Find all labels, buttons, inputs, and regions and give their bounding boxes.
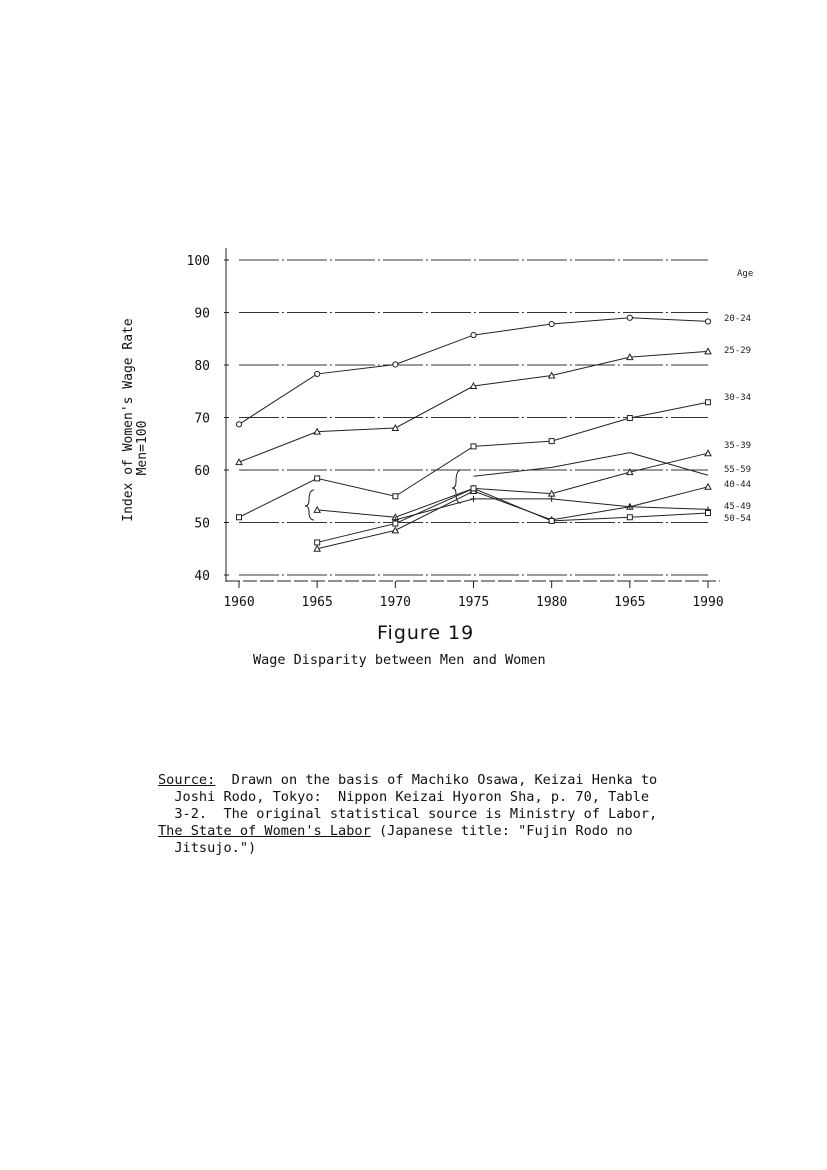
x-tick-label: 1975	[457, 595, 490, 610]
source-line-3: 3-2. The original statistical source is Ministry of Labor,	[158, 806, 658, 822]
age-labels	[724, 269, 753, 524]
series-35-39	[314, 450, 711, 520]
chart-axes	[224, 248, 720, 588]
data-point	[236, 422, 241, 427]
legend-title: Age	[737, 269, 754, 279]
x-tick-label: 1980	[536, 595, 568, 610]
figure-title: Figure 19	[377, 622, 475, 644]
series-40-44	[314, 484, 711, 551]
source-label: Source:	[158, 772, 216, 788]
x-tick-label: 1990	[692, 595, 724, 610]
series-label: 20-24	[724, 314, 752, 324]
series-label: 25-29	[724, 346, 752, 356]
source-book-title: The State of Women's Labor	[158, 823, 371, 839]
series-line	[317, 487, 708, 549]
source-line-2: Joshi Rodo, Tokyo: Nippon Keizai Hyoron Sha, p. 70, Table	[158, 789, 650, 805]
series-label: 55-59	[724, 465, 752, 475]
data-point	[705, 450, 711, 456]
data-point	[393, 521, 398, 526]
source-line-5: Jitsujo.")	[158, 840, 257, 856]
data-point	[627, 416, 632, 421]
data-point	[315, 371, 320, 376]
y-tick-labels	[187, 254, 210, 584]
bracket-1965	[305, 490, 314, 520]
data-point	[706, 400, 711, 405]
source-line-1: Drawn on the basis of Machiko Osawa, Keizai Henka to	[215, 772, 658, 788]
source-line-4: (Japanese title: "Fujin Rodo no	[370, 823, 633, 839]
y-axis-title: Index of Women's Wage Rate	[121, 318, 136, 522]
series-label: 45-49	[724, 502, 752, 512]
series-line	[474, 453, 709, 477]
y-tick-label: 50	[194, 516, 210, 532]
data-point	[393, 494, 398, 499]
data-point	[471, 486, 476, 491]
x-tick-label: 1970	[379, 595, 411, 610]
y-tick-label: 40	[194, 569, 210, 584]
y-axis-label	[121, 318, 150, 522]
data-point	[315, 540, 320, 545]
data-point	[471, 332, 476, 337]
series-label: 40-44	[724, 480, 752, 490]
chart-gridlines	[239, 260, 708, 575]
source-note	[158, 772, 798, 857]
data-point	[627, 515, 632, 520]
chart-series	[236, 315, 711, 551]
x-tick-labels	[223, 595, 723, 610]
y-tick-label: 90	[194, 306, 210, 322]
data-point	[392, 527, 398, 533]
data-point	[549, 439, 554, 444]
data-point	[706, 511, 711, 516]
data-point	[705, 484, 711, 490]
y-axis-subtitle: Men=100	[135, 420, 150, 476]
series-20-24	[236, 315, 710, 427]
y-tick-label: 100	[186, 254, 210, 269]
x-tick-label: 1965	[614, 595, 646, 610]
y-tick-label: 60	[194, 464, 210, 479]
figure-subtitle: Wage Disparity between Men and Women	[253, 652, 546, 668]
series-55-59	[474, 453, 709, 477]
data-point	[393, 362, 398, 367]
data-point	[315, 476, 320, 481]
x-tick-label: 1960	[223, 595, 255, 610]
data-point	[237, 515, 242, 520]
y-tick-label: 70	[194, 411, 210, 427]
data-point	[471, 444, 476, 449]
y-tick-label: 80	[194, 359, 210, 374]
data-point	[236, 459, 242, 465]
data-point	[549, 518, 554, 523]
series-label: 30-34	[724, 393, 752, 403]
data-point	[705, 319, 710, 324]
data-point	[627, 315, 632, 320]
series-label: 35-39	[724, 441, 752, 451]
series-label: 50-54	[724, 514, 752, 524]
data-point	[549, 321, 554, 326]
x-tick-label: 1965	[301, 595, 333, 610]
